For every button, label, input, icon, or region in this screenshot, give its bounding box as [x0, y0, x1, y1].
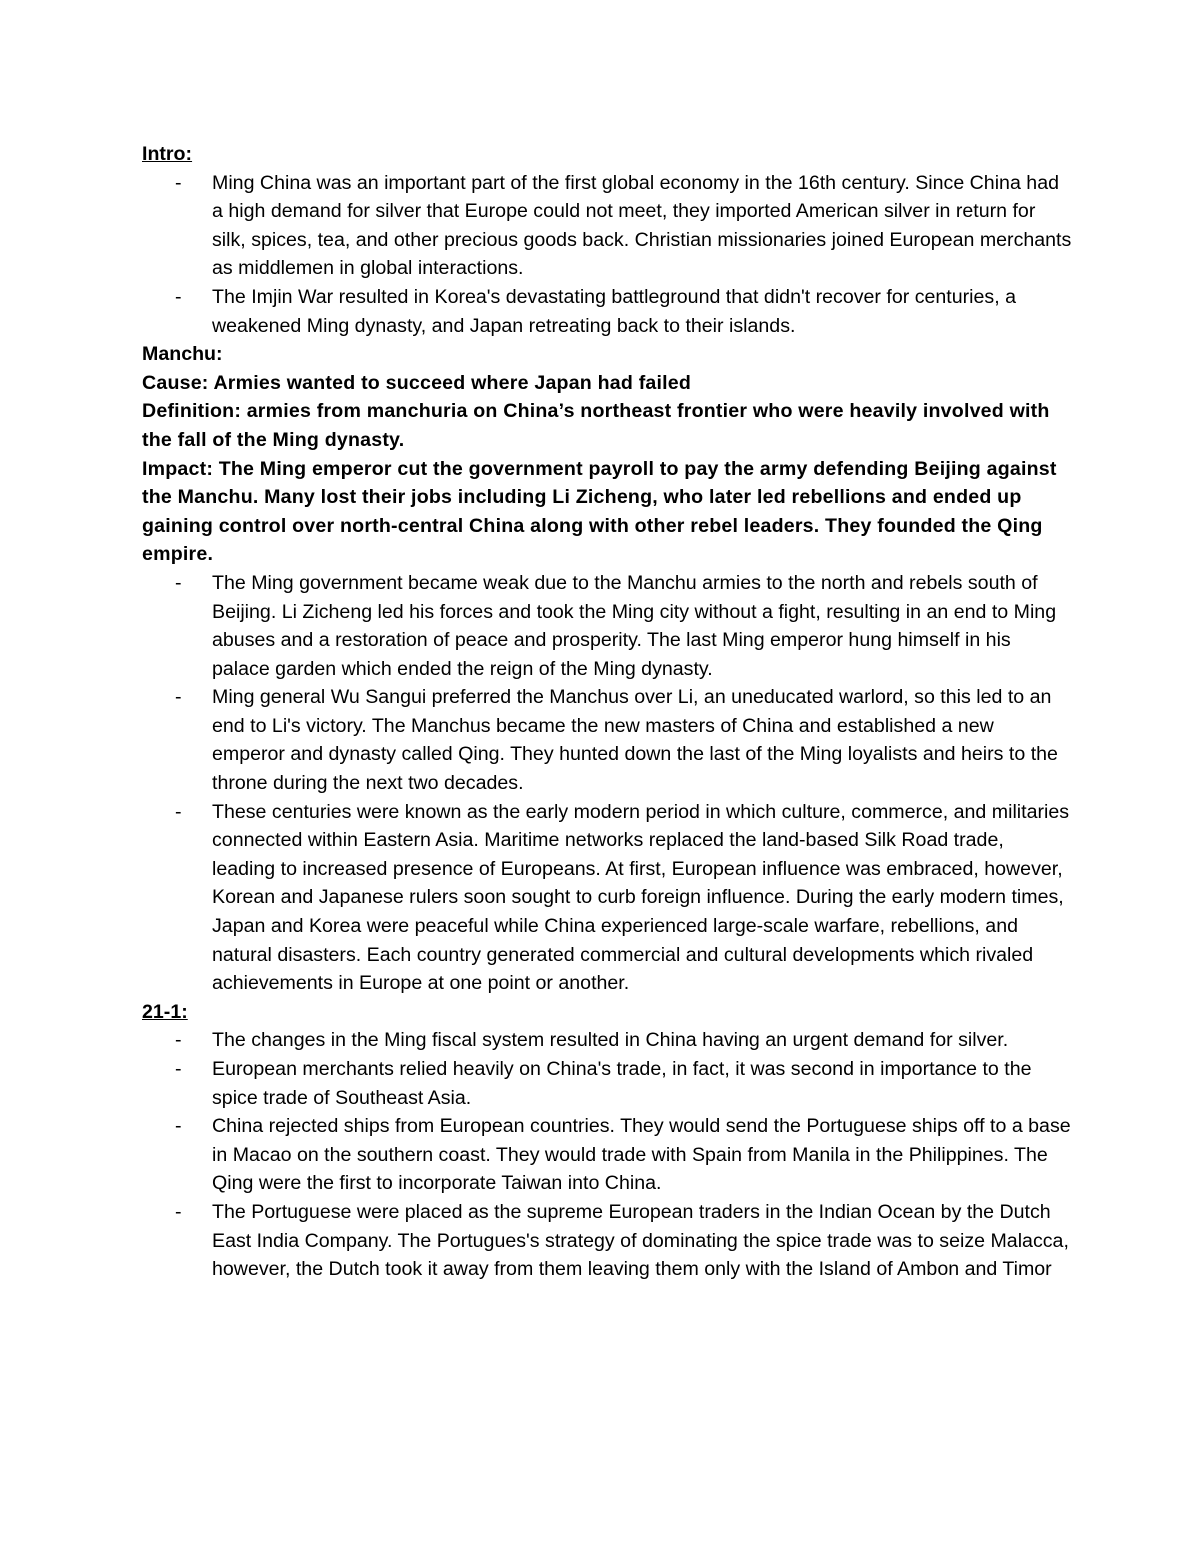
list-item — [142, 283, 1072, 340]
list-item-text: The Portuguese were placed as the supreme European traders in the Indian Ocean by the Dutch East India Company. The Portugues's strategy of dominating the spice trade was to seize Malacca, however, the Dutch took it away from them leaving them only with the Island of Ambon and Timor — [212, 1200, 1069, 1281]
section-21-1-heading: 21-1: — [142, 1000, 188, 1023]
list-item-text: These centuries were known as the early modern period in which culture, commerce, and militaries connected within Eastern Asia. Maritime networks replaced the land-based Silk Road trade, leading to increased presence of Europeans. At first, European influence was embraced, however, Korean and Japanese rulers soon sought to curb foreign influence. During the early modern times, Japan and Korea were peaceful while China experienced large-scale warfare, rebellions, and natural disasters. Each country generated commercial and cultural developments which rivaled achievements in Europe at one point or another. — [212, 800, 1070, 995]
bullet-dash: - — [175, 1115, 182, 1138]
list-item — [142, 1026, 1072, 1055]
bullet-dash: - — [175, 686, 182, 709]
list-item-text: China rejected ships from European countries. They would send the Portuguese ships off to a base in Macao on the southern coast. They would trade with Spain from Manila in the Philippines. The Qing were the first to incorporate Taiwan into China. — [212, 1115, 1071, 1195]
list-item-text: Ming general Wu Sangui preferred the Manchus over Li, an uneducated warlord, so this led to an end to Li's victory. The Manchus became the new masters of China and established a new emperor and dynasty called Qing. They hunted down the last of the Ming loyalists and heirs to the throne during the next two decades. — [212, 686, 1058, 795]
list-item — [142, 1055, 1072, 1112]
manchu-heading: Manchu: — [142, 343, 223, 366]
bullet-dash: - — [175, 571, 182, 594]
document-page — [142, 140, 1072, 1284]
bullet-dash: - — [175, 1029, 182, 1052]
intro-heading: Intro: — [142, 143, 193, 165]
list-item-text: Ming China was an important part of the first global economy in the 16th century. Since China had a high demand for silver that Europe could not meet, they imported American silver in return for silk, spices, tea, and other precious goods back. Christian missionaries joined European merchants as middlemen in global interactions. — [212, 171, 1072, 280]
bullet-dash: - — [175, 1058, 182, 1080]
manchu-definition: Definition: armies from manchuria on China’s northeast frontier who were heavily involved with the fall of the Ming dynasty. — [142, 400, 1050, 451]
list-item-text: The Imjin War resulted in Korea's devastating battleground that didn't recover for centuries, a weakened Ming dynasty, and Japan retreating back to their islands. — [212, 285, 1016, 337]
list-item-text: The changes in the Ming fiscal system resulted in China having an urgent demand for silver. — [212, 1029, 1009, 1052]
bullet-dash: - — [175, 285, 182, 308]
manchu-impact: Impact: The Ming emperor cut the government payroll to pay the army defending Beijing against the Manchu. Many lost their jobs including Li Zicheng, who later led rebellions and ended up gaining control over north-central China along with other rebel leaders. They founded the Qing empire. — [142, 457, 1057, 566]
list-item — [142, 1198, 1072, 1284]
list-item — [142, 798, 1072, 998]
section-21-1-bullet-list — [142, 1026, 1072, 1283]
manchu-cause: Cause: Armies wanted to succeed where Japan had failed — [142, 371, 692, 394]
list-item — [142, 1112, 1072, 1198]
list-item-text: European merchants relied heavily on China's trade, in fact, it was second in importance to the spice trade of Southeast Asia. — [212, 1058, 1032, 1109]
bullet-dash: - — [175, 1200, 182, 1223]
bullet-dash: - — [175, 171, 182, 194]
list-item-text: The Ming government became weak due to the Manchu armies to the north and rebels south of Beijing. Li Zicheng led his forces and took the Ming city without a fight, resulting in an end to Ming abuses and a restoration of peace and prosperity. The last Ming emperor hung himself in his palace garden which ended the reign of the Ming dynasty. — [212, 571, 1057, 680]
bullet-dash: - — [175, 800, 182, 823]
manchu-bullet-list — [142, 569, 1072, 998]
list-item — [142, 569, 1072, 683]
list-item — [142, 683, 1072, 797]
intro-bullet-list — [142, 169, 1072, 341]
list-item — [142, 169, 1072, 283]
